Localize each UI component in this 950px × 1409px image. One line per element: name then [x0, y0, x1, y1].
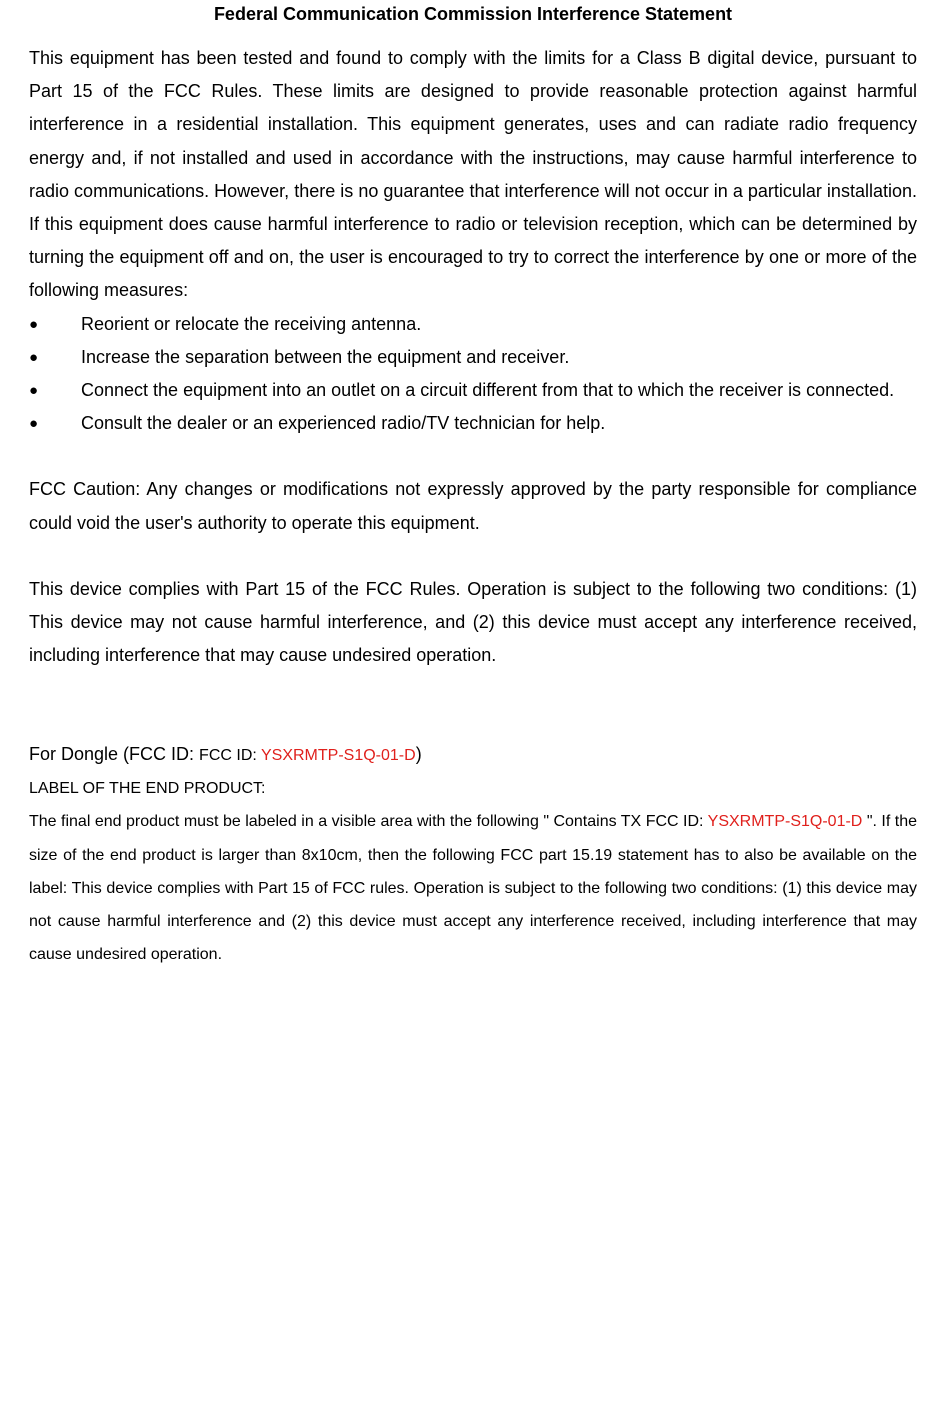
dongle-suffix: ) [415, 744, 422, 765]
measures-list [29, 308, 917, 441]
list-item-text: Connect the equipment into an outlet on a circuit different from that to which the receiver is connected. [81, 380, 895, 401]
list-item-text: Reorient or relocate the receiving antenna. [81, 313, 422, 334]
dongle-fcc-id-line [29, 738, 917, 772]
list-item [29, 374, 917, 407]
spacer [29, 540, 917, 573]
list-item-text: Consult the dealer or an experienced radio/TV technician for help. [81, 413, 606, 434]
end-product-label-paragraph [29, 805, 917, 971]
fcc-caution-paragraph: FCC Caution: Any changes or modifications not expressly approved by the party responsible for compliance could void the user's authority to operate this equipment. [29, 479, 917, 533]
bullet-icon: ● [29, 315, 39, 333]
bullet-icon: ● [29, 348, 39, 366]
list-item-text: Increase the separation between the equipment and receiver. [81, 346, 570, 367]
compliance-paragraph: This device complies with Part 15 of the FCC Rules. Operation is subject to the following two conditions: (1) This device may not cause harmful interference, and (2) this device must accept any interference received, including interference that may cause undesired operation. [29, 578, 917, 666]
list-item [29, 407, 917, 440]
bullet-icon: ● [29, 382, 39, 400]
spacer [29, 672, 917, 738]
bullet-icon: ● [29, 415, 39, 433]
end-product-text-after: ". If the size of the end product is larger than 8x10cm, then the following FCC part 15.19 statement has to also be available on the label: This device complies with Part 15 of FCC rules. Operation is subject to the following two conditions: (1) this device may not cause harmful interference and (2) this device must accept any interference received, including interference that may cause undesired operation. [29, 813, 918, 964]
end-product-text-before: The final end product must be labeled in a visible area with the following " Contains TX FCC ID: [29, 813, 708, 831]
list-item [29, 308, 917, 341]
end-product-fcc-id: YSXRMTP-S1Q-01-D [707, 813, 863, 831]
interference-paragraph: This equipment has been tested and found to comply with the limits for a Class B digital device, pursuant to Part 15 of the FCC Rules. These limits are designed to provide reasonable protection against harmful interference in a residential installation. This equipment generates, uses and can radiate radio frequency energy and, if not installed and used in accordance with the instructions, may cause harmful interference to radio communications. However, there is no guarantee that interference will not occur in a particular installation. If this equipment does cause harmful interference to radio or television reception, which can be determined by turning the equipment off and on, the user is encouraged to try to correct the interference by one or more of the following measures: [29, 48, 917, 301]
dongle-prefix: For Dongle (FCC ID: [29, 744, 200, 765]
dongle-fcc-id: YSXRMTP-S1Q-01-D [260, 747, 416, 765]
list-item [29, 341, 917, 374]
document-title: Federal Communication Commission Interference Statement [213, 4, 733, 24]
label-heading: LABEL OF THE END PRODUCT: [29, 780, 266, 798]
spacer [29, 440, 917, 473]
dongle-inner-label: FCC ID: [199, 747, 261, 765]
